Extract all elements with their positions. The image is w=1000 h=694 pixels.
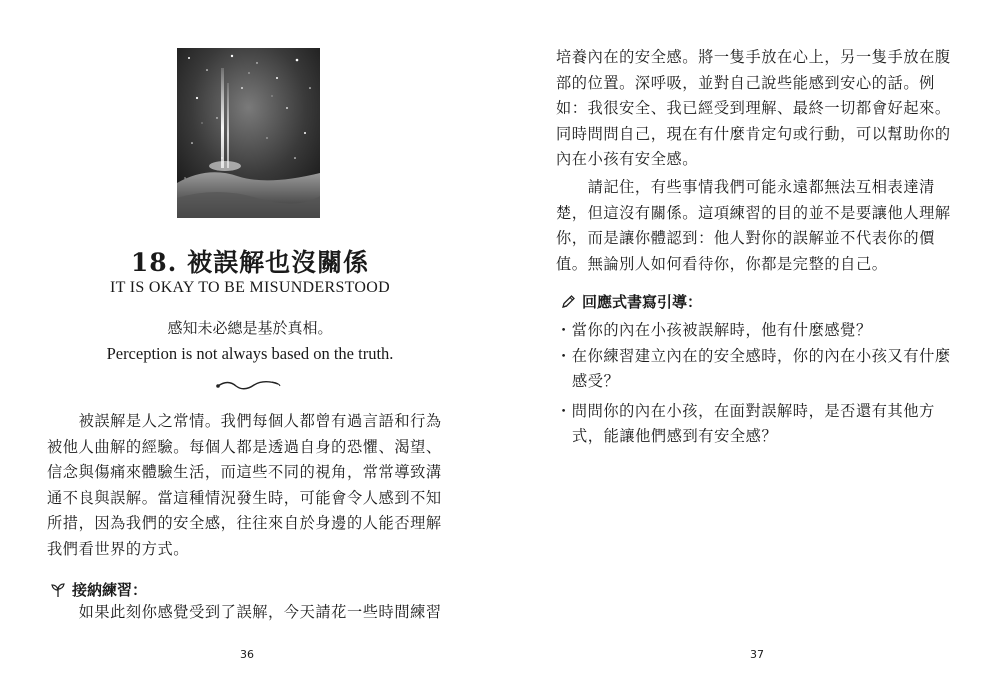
starry-waterfall-image [177,48,320,218]
page-number-left: 36 [240,648,254,661]
pencil-icon [560,294,576,310]
practice-heading-label: 接納練習： [72,581,148,599]
list-item [556,399,966,450]
practice-line: 如果此刻你感覺受到了誤解，今天請花一些時間練習 [47,603,442,621]
body-line: 請記住，有些事情我們可能永遠都無法互相表達清 [556,178,935,196]
body-line: 你，而是讓你體認到：他人對你的誤解並不代表你的價 [556,229,935,247]
body-line: 內在小孩有安全感。 [556,150,699,168]
practice-paragraph [47,600,457,626]
body-paragraph [47,409,447,562]
swash-divider [214,377,284,393]
body-line: 所措，因為我們的安全感，往往來自於身邊的人能否理解 [47,514,442,532]
body-line: 如：我很安全、我已經受到理解、最終一切都會好起來。 [556,99,951,117]
quote-english: Perception is not always based on the truth. [106,344,394,363]
practice-heading [50,579,147,600]
list-item [556,344,966,395]
list-item [556,318,966,344]
journal-heading-label: 回應式書寫引導： [582,293,703,311]
quote-chinese: 感知未必總是基於真相。 [167,319,333,337]
continued-paragraph [556,45,956,173]
body-line: 被他人曲解的經驗。每個人都是透過自身的恐懼、渴望、 [47,437,442,456]
prompt-text: ・在你練習建立內在的安全感時，你的內在小孩又有什麼 [556,346,951,365]
prompt-text: ・當你的內在小孩被誤解時，他有什麼感覺？ [556,321,872,339]
body-line: 同時問問自己，現在有什麼肯定句或行動，可以幫助你的 [556,124,951,143]
remember-paragraph [556,175,956,277]
journal-heading [560,291,702,312]
chapter-title: 18. 被誤解也沒關係 [130,248,370,277]
prompt-text: ・問問你的內在小孩，在面對誤解時，是否還有其他方 [556,401,935,420]
body-line: 信念與傷痛來體驗生活，而這些不同的視角，常常導致溝 [47,463,442,481]
body-line: 我們看世界的方式。 [47,539,190,558]
body-line: 通不良與誤解。當這種情況發生時，可能會令人感到不知 [47,488,442,507]
page-number-right: 37 [750,648,764,661]
journal-prompts [556,318,966,450]
body-line: 部的位置。深呼吸，並對自己說些能感到安心的話。例 [556,73,935,92]
body-line: 值。無論別人如何看待你，你都是完整的自己。 [556,254,888,273]
prompt-text: 感受？ [572,372,620,390]
body-line: 被誤解是人之常情。我們每個人都曾有過言語和行為 [47,412,442,430]
body-line: 培養內在的安全感。將一隻手放在心上，另一隻手放在腹 [556,48,951,66]
sprout-icon [50,582,66,598]
body-line: 楚，但這沒有關係。這項練習的目的並不是要讓他人理解 [556,203,951,222]
prompt-text: 式，能讓他們感到有安全感？ [572,427,778,445]
chapter-subtitle: IT IS OKAY TO BE MISUNDERSTOOD [110,279,390,296]
